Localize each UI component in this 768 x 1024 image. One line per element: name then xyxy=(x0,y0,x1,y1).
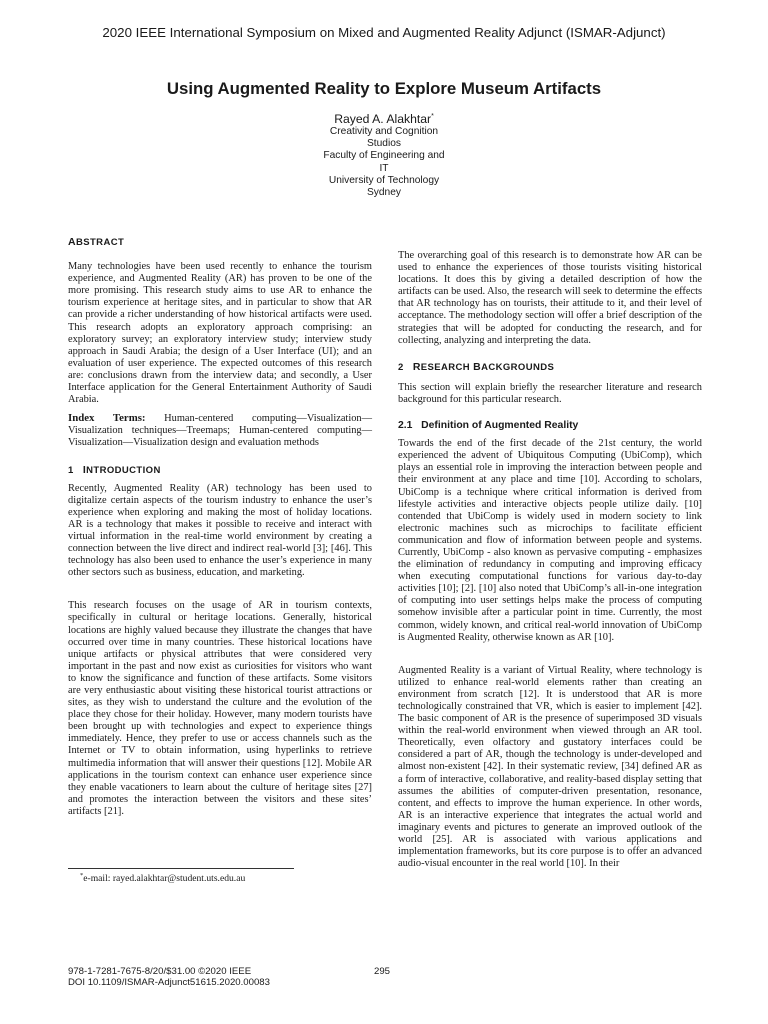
definition-paragraph-1: Towards the end of the first decade of the 21st century, the world experienced the advent of Ubiquitous Computing (UbiComp), which plays an essential role in improving the interaction between people and their environment at any place and time [10]. According to scholars, UbiComp is a technique where critical information is derived from lifestyle activities and interactive objects people utilize daily. [10] contended that UbiComp is widely used in modern society to link electronic machines such as microchips to facilitate efficient communication and flow of information between people and systems. Currently, UbiComp - also known as pervasive computing - emphasizes the elimination of redundancy in computing and improving efficacy when executing computational functions for various day-to-day activities [10]; [2]. [10] also noted that UbiComp’s all-in-one integration of computing into user settings helps make the process of computing somehow invisible after a particular point in time. Currently, the most common, widely known, and critical real-world innovation of UbiComp is Augmented Reality, otherwise known as AR [10]. xyxy=(398,438,702,643)
footnote-rule xyxy=(68,868,294,869)
section-2-heading: 2 RESEARCH BACKGROUNDS xyxy=(398,360,555,373)
footnote-text: e-mail: rayed.alakhtar@student.uts.edu.au xyxy=(83,873,246,885)
affiliation-line: IT xyxy=(379,162,389,174)
section-1-heading: 1 INTRODUCTION xyxy=(68,463,161,476)
left-column xyxy=(68,236,372,818)
author-block xyxy=(0,112,768,199)
page-number: 295 xyxy=(374,966,391,977)
affiliation-line: Faculty of Engineering and xyxy=(323,150,445,162)
abstract-heading: ABSTRACT xyxy=(68,236,125,248)
right-column xyxy=(398,250,702,870)
footnote-mark: * xyxy=(80,872,84,879)
affiliation-line: Studios xyxy=(367,138,401,150)
affiliation-line: Sydney xyxy=(367,187,401,199)
index-terms xyxy=(68,412,372,449)
author-name: Rayed A. Alakhtar* xyxy=(334,112,434,126)
paper-title: Using Augmented Reality to Explore Museum Artifacts xyxy=(166,79,602,98)
isbn-line: 978-1-7281-7675-8/20/$31.00 ©2020 IEEE xyxy=(68,966,252,977)
affiliation-line: Creativity and Cognition xyxy=(329,126,439,137)
definition-paragraph-2: Augmented Reality is a variant of Virtual Reality, where technology is utilized to enhance real-world elements rather than creating an environment from scratch [12]. It is understood that AR is more technologically constrained that VR, which is easier to implement [42]. The basic component of AR is the presence of superimposed 3D visuals within the real-world environment when viewed through an AR tool. Theoretically, even olfactory and gustatory interfaces could be considered a part of AR, though the technology is under-developed and almost non-existent [42]. In their systematic review, [34] defined AR as a form of interactive, collaborative, and reality-based display setting that assumes the abilities of computer-driven presentation, resonance, content, and effects to improve the human experience. In other words, AR is an interactive experience that integrates the actual world and imaginary events and pictures to generate an improved outlook of the world [25]. AR is associated with various applications and implementation frameworks, but its core purpose is to offer an advanced audio-visual encounter in the real world [10]. In their xyxy=(398,664,702,870)
doi-line: DOI 10.1109/ISMAR-Adjunct51615.2020.00083 xyxy=(68,977,270,988)
copyright-footer xyxy=(68,966,270,988)
intro-paragraph-2: This research focuses on the usage of AR in tourism contexts, specifically in cultural or heritage locations. Generally, historical locations are highly valued because they illustrate the changes that have occurred over time in many countries. These historical locations have unique artifacts or physical attributes that were considered very important in the past and now exist as curiosities for visitors who want to know the significance and function of these artifacts. Some visitors are very enthusiastic about visiting these historical tourist attractions or sites, as they wish to understand the culture and the evolution of the place they chose for their holiday. However, many modern tourists have been brought up with technologies and expect to experience things immediately. Hence, they prefer to use or access channels such as the Internet or TV to obtain information, using hyperlinks to retrieve multimedia information that will answer their questions [12]. Mobile AR applications in the tourism context can enhance user experience since they enable vacationers to learn about the culture of heritage sites [27] and promotes the interaction between the visitors and these sites’ artifacts [21]. xyxy=(68,600,372,817)
abstract-text: Many technologies have been used recently to enhance the tourism experience, and Augmented Reality (AR) has proven to be one of the more promising. This research study aims to use AR to enhance the tourism experience at heritage sites, and in particular to show that AR can provide a richer understanding of how historical artifacts were used. This research adopts an exploratory approach comprising: an exploratory survey; an exploratory interview study; interview study approach in Saudi Arabia; the design of a User Interface (UI); and an evaluation of user experience. The expected outcomes of this research are: conclusions drawn from the interview data; and secondly, a User Interface application for the General Entertainment Authority of Saudi Arabia. xyxy=(68,261,372,406)
goal-paragraph: The overarching goal of this research is to demonstrate how AR can be used to enhance the experiences of those tourists visiting historical locations. It does this by giving a detailed description of how the artifacts can be used. Also, the research will seek to determine the effects that AR technology has on tourists, their attitude to it, and their level of acceptance. The methodology section will offer a brief description of the strategies that will be adopted for conducting the research, and for collecting, analyzing and interpreting the data. xyxy=(398,250,702,346)
author-footnote-mark: * xyxy=(431,112,434,120)
subsection-2-1-heading: 2.1 Definition of Augmented Reality xyxy=(398,420,579,432)
intro-paragraph-1: Recently, Augmented Reality (AR) technology has been used to digitalize certain aspects of the tourism industry to enhance the user’s experience when exploring and making the most of holiday locations. AR is a technology that makes it possible to receive and interact with virtual information in the real-time world environment by creating a connection between the live direct and indirect real-world [3]; [46]. This technology has also been used to enhance the user’s experience in many other sectors such as business, education, and marketing. xyxy=(68,482,372,579)
conference-header: 2020 IEEE International Symposium on Mixed and Augmented Reality Adjunct (ISMAR-Adjunct) xyxy=(102,25,666,40)
footnote xyxy=(80,872,245,884)
affiliation-line: University of Technology xyxy=(328,174,440,186)
index-terms-text: Human-centered computing—Visualization—Visualization techniques—Treemaps; Human-centered computing—Visualization—Visualization design and evaluation methods xyxy=(68,413,372,449)
section-2-intro: This section will explain briefly the researcher literature and research background for this particular research. xyxy=(398,381,702,405)
index-terms-label: Index Terms: xyxy=(68,412,146,425)
